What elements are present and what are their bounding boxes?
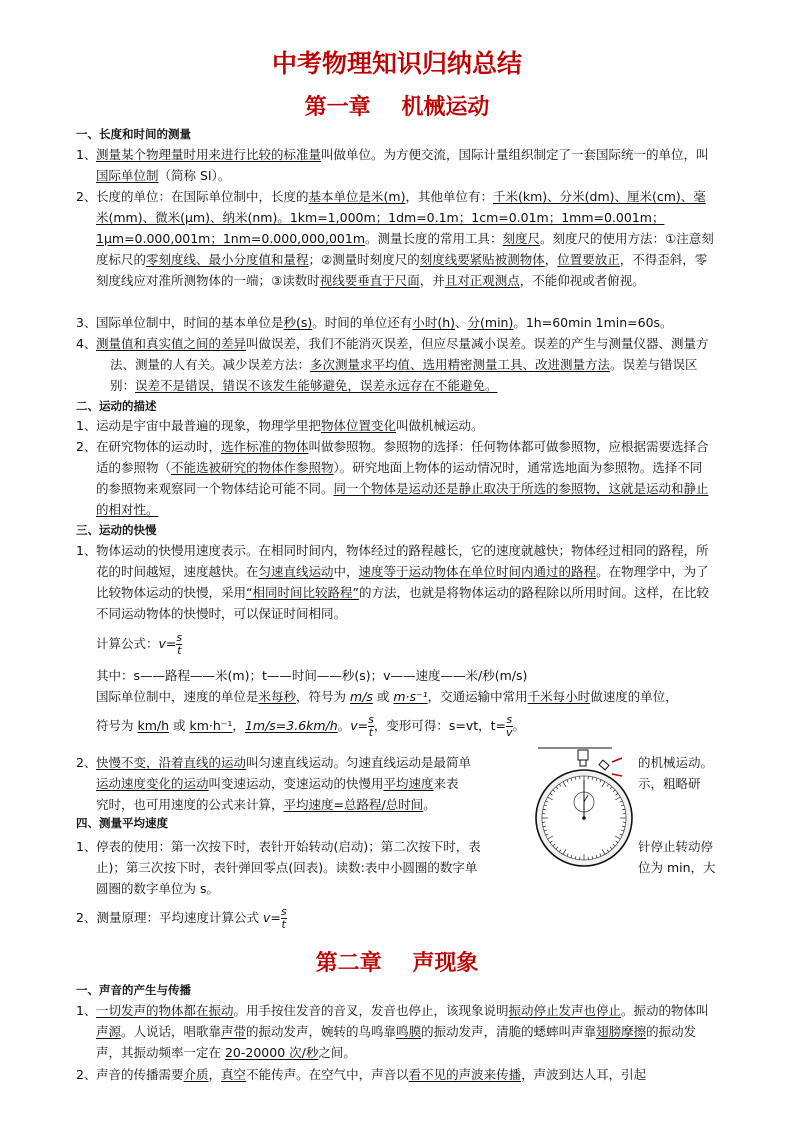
wrapped-text-right: 的机械运动。 <box>638 755 714 770</box>
paragraph: 2、 声音的传播需要介质，真空不能传声。在空气中，声音以看不见的声波来传播，声波到达人耳，引起 <box>76 1067 647 1082</box>
paragraph: 1、 运动是宇宙中最普遍的现象，物理学里把物体位置变化叫做机械运动。 <box>76 418 484 433</box>
paragraph: 2、 长度的单位：在国际单位制中，长度的基本单位是米(m)，其他单位有：千米(km)、分米(dm)、厘米(cm)、毫米(mm)、微米(μm)、纳米(nm)。1km=1,000m；1dm=0.1m；1cm=0.01m；1mm=0.001m；1μm=0.000,001m；1nm=0.000,000,001m。测量长度的常用工具：刻度尺。刻度尺的使用方法：①注意刻度标尺的零刻度线、最小分度值和量程；②测量时刻度尺的刻度线要紧贴被测物体，位置要放正，不得歪斜，零刻度线应对准所测物体的一端；③读数时视线要垂直于尺面，并且对正观测点，不能仰视或者俯视。 <box>76 189 714 288</box>
paragraph: 2、 在研究物体的运动时，选作标准的物体叫做参照物。参照物的选择：任何物体都可做参照物，应根据需要选择合适的参照物（不能选被研究的物体作参照物）。研究地面上物体的运动情况时，通常选地面为参照物。选择不同的参照物来观察同一个物体结论可能不同。同一个物体是运动还是静止取决于所选的参照物，这就是运动和静止的相对性。 <box>76 439 709 517</box>
fraction-s-over-t: $\frac{s}{t}$ <box>176 631 183 657</box>
unit-symbol-line: 符号为 km/h 或 km·h⁻¹，1m/s=3.6km/h。v= $\frac{s}{t}$ ，变形可得：s=vt，t= $\frac{s}{v}$ 。 <box>96 713 526 739</box>
list-number: 1、 <box>76 839 97 854</box>
formula-legend: 其中：s——路程——米(m)；t——时间——秒(s)；v——速度——米/秒(m/s) <box>96 668 528 683</box>
chapter-1-title: 第一章 机械运动 <box>304 95 490 120</box>
speed-formula: 计算公式：v= $\frac{s}{t}$ <box>96 631 183 657</box>
paragraph: 2、测量原理：平均速度计算公式 v= $\frac{s}{t}$ <box>76 905 287 931</box>
wrapped-text-right: 示，粗略研 <box>638 776 701 791</box>
section-heading: 一、声音的产生与传播 <box>76 983 191 997</box>
paragraph: 停表的使用：第一次按下时，表针开始转动(启动)；第二次按下时，表 止)；第三次按下时，表针弹回零点(回表)。读数:表中小圆圈的数字单 圆圈的数字单位为 s。 <box>96 839 481 896</box>
paragraph: 4、 测量值和真实值之间的差异叫做误差，我们不能消灭误差，但应尽量减小误差。误差的产生与测量仪器、测量方法、测量的人有关。减少误差方法：多次测量求平均值、选用精密测量工具、改进测量方法。误差与错误区别：误差不是错误，错误不该发生能够避免，误差永远存在不能避免。 <box>76 336 709 393</box>
section-heading: 一、长度和时间的测量 <box>76 127 191 141</box>
paragraph: 3、 国际单位制中，时间的基本单位是秒(s)。时间的单位还有小时(h)、分(min)。1h=60min 1min=60s。 <box>76 315 673 330</box>
paragraph: 快慢不变，沿着直线的运动叫匀速直线运动。匀速直线运动是最简单 运动速度变化的运动叫变速运动，变速运动的快慢用平均速度来表 究时，也可用速度的公式来计算，平均速度=总路程/总时间。 <box>96 755 472 812</box>
paragraph: 1、 物体运动的快慢用速度表示。在相同时间内，物体经过的路程越长，它的速度就越快；物体经过相同的路程，所花的时间越短，速度越快。在匀速直线运动中，速度等于运动物体在单位时间内通过的路程。在物理学中，为了比较物体运动的快慢，采用“相同时间比较路程”的方法，也就是将物体运动的路程除以所用时间。这样，在比较不同运动物体的快慢时，可以保证时间相同。 <box>76 543 709 621</box>
speed-unit-line: 国际单位制中，速度的单位是米每秒，符号为 m/s 或 m·s⁻¹，交通运输中常用千米每小时做速度的单位， <box>96 689 678 704</box>
stopwatch-illustration <box>528 744 640 874</box>
wrapped-text-right: 针停止转动停 <box>638 839 714 854</box>
section-heading: 四、测量平均速度 <box>76 816 168 830</box>
section-heading: 三、运动的快慢 <box>76 523 157 537</box>
paragraph: 1、 测量某个物理量时用来进行比较的标准量叫做单位。为方便交流，国际计量组织制定了一套国际统一的单位，叫国际单位制（简称 SI）。 <box>76 147 709 183</box>
document-title: 中考物理知识归纳总结 <box>271 49 522 78</box>
paragraph: 1、 一切发声的物体都在振动。用手按住发音的音叉，发音也停止，该现象说明振动停止发声也停止。振动的物体叫声源。人说话，唱歌靠声带的振动发声，婉转的鸟鸣靠鸣膜的振动发声，清脆的蟋蟀叫声靠翅膀摩擦的振动发声，其振动频率一定在 20-20000 次/秒之间。 <box>76 1003 709 1060</box>
chapter-2-title: 第二章 声现象 <box>315 951 479 976</box>
section-heading: 二、运动的描述 <box>76 399 157 413</box>
wrapped-text-right: 位为 min，大 <box>638 860 716 875</box>
list-number: 2、 <box>76 755 97 770</box>
